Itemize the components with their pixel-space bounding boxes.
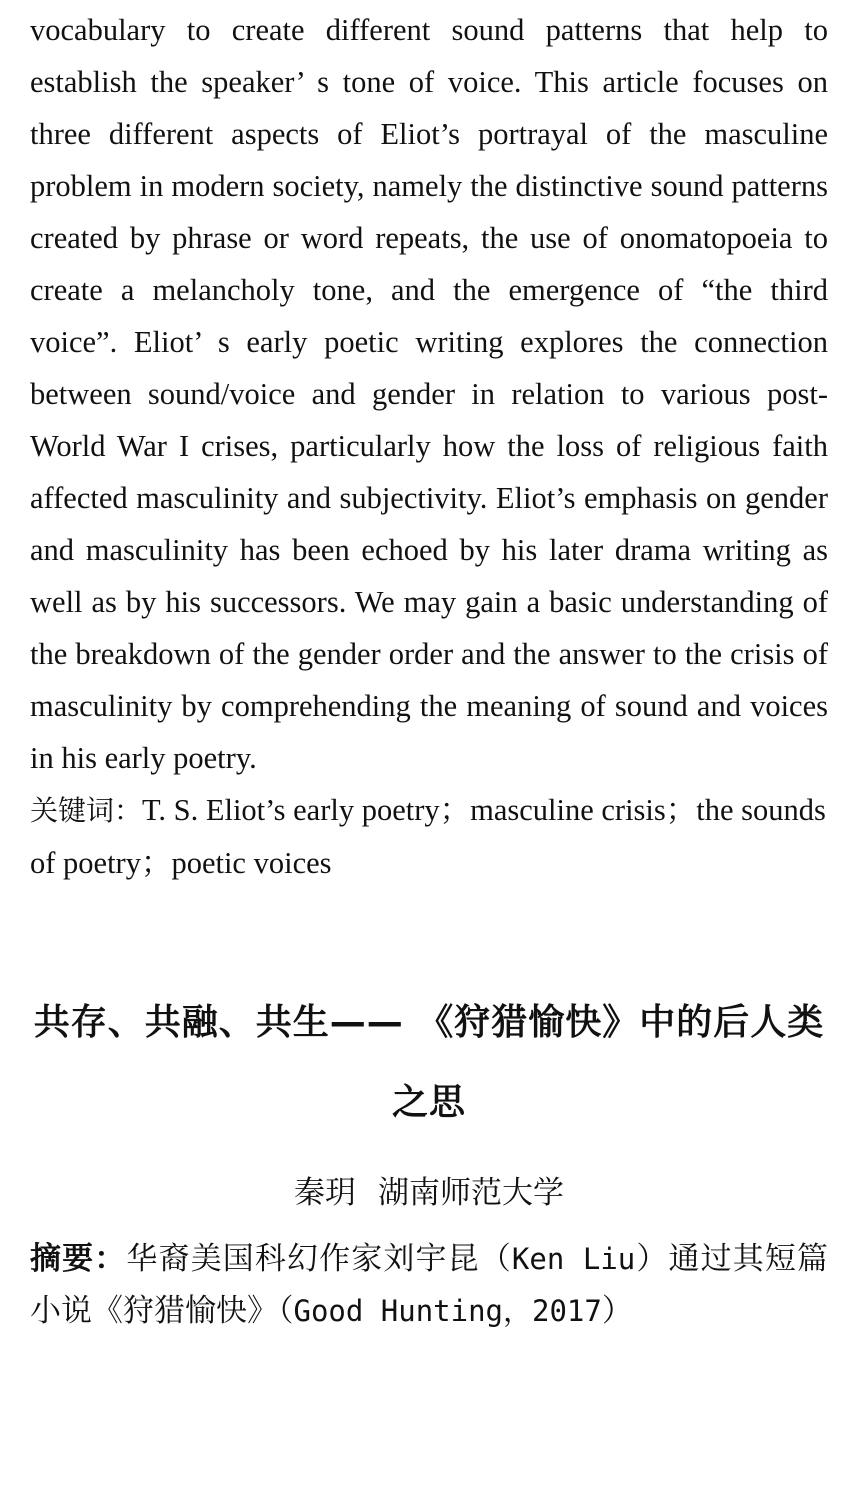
document-page: [30, 4, 828, 1337]
author-name: 秦玥: [294, 1175, 356, 1211]
abstract-text-part1: 华裔美国科幻作家刘宇昆（: [126, 1241, 512, 1277]
keywords-label: 关键词：: [30, 794, 143, 827]
abstract-text-part3: ）: [601, 1293, 633, 1329]
chinese-abstract: [30, 1233, 828, 1337]
article-title: 共存、共融、共生—— 《狩猎愉快》中的后人类之思: [33, 1002, 825, 1123]
keywords-text: T. S. Eliot’s early poetry；masculine crisis；the sounds of poetry；poetic voices: [30, 793, 826, 880]
abstract-text-part2: ）通过其短篇小说《狩猎愉快》（: [30, 1241, 829, 1329]
english-abstract-text: vocabulary to create different sound patterns that help to establish the speaker’ s tone of voice. This article focuses on three different aspects of Eliot’s portrayal of the masculine problem in modern society, namely the distinctive sound patterns created by phrase or word repeats, the use of onomatopoeia to create a melancholy tone, and the emergence of “the third voice”. Eliot’ s early poetic writing explores the connection between sound/voice and gender in relation to various post-World War I crises, particularly how the loss of religious faith affected masculinity and subjectivity. Eliot’s emphasis on gender and masculinity has been echoed by his later drama writing as well as by his successors. We may gain a basic understanding of the breakdown of the gender order and the answer to the crisis of masculinity by comprehending the meaning of sound and voices in his early poetry.: [30, 13, 828, 775]
abstract-work-en: Good Hunting，2017: [293, 1294, 602, 1328]
abstract-label: 摘要：: [30, 1241, 127, 1277]
author-line: [30, 1173, 828, 1213]
abstract-author-en: Ken Liu: [511, 1242, 636, 1276]
english-keywords: [30, 784, 828, 889]
author-affiliation: 湖南师范大学: [378, 1175, 564, 1211]
